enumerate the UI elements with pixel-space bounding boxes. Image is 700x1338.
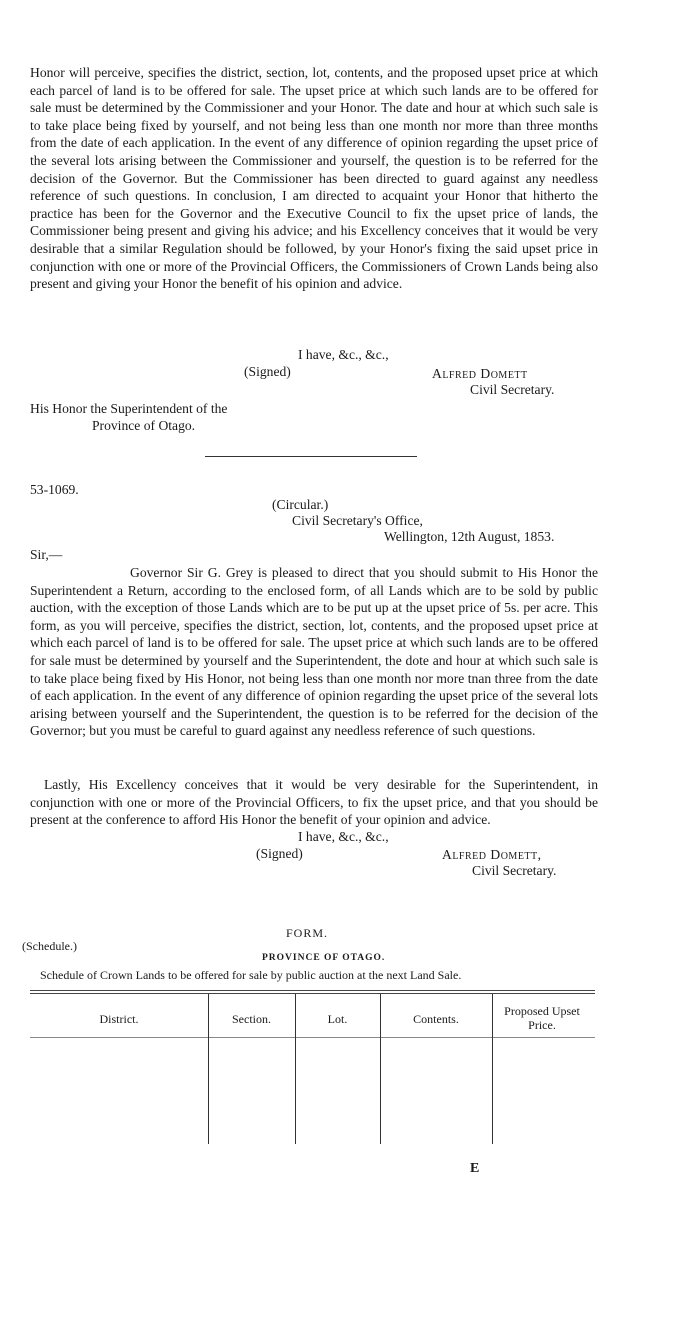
- letter1-title: Civil Secretary.: [470, 382, 555, 397]
- signature-mark: E: [470, 1161, 480, 1176]
- table-top-rule-2: [30, 993, 595, 994]
- form-province: PROVINCE OF OTAGO.: [262, 953, 386, 963]
- letter1-addressee-line1: His Honor the Superintendent of the: [30, 401, 228, 416]
- letter2-salutation: Sir,—: [30, 547, 63, 562]
- letter2-office: Civil Secretary's Office,: [292, 513, 423, 528]
- letter1-closing: I have, &c., &c.,: [298, 347, 389, 362]
- letter1-signer: Alfred Domett: [432, 366, 528, 381]
- schedule-table: [30, 990, 595, 1145]
- table-header-rule: [30, 1037, 595, 1038]
- letter2-ref: 53-1069.: [30, 482, 79, 497]
- table-col-divider: [492, 994, 493, 1144]
- column-header-district: District.: [99, 1012, 139, 1026]
- section-divider: [205, 456, 417, 457]
- letter1-signed: (Signed): [244, 364, 291, 379]
- letter2-title: Civil Secretary.: [472, 863, 557, 878]
- letter2-circular: (Circular.): [272, 497, 329, 512]
- letter2-para1: Governor Sir G. Grey is pleased to direct that you should submit to His Honor the Superintendent a Return, according to the enclosed form, of all Lands which are to be sold by public auction, with the exception of those Lands which are to be put up at the upset price of 5s. per acre. This form, as you will perceive, specifies the district, section, lot, contents, and the proposed upset price at which each parcel of land is to be offered for sale. The upset price at which such lands are to be offered for sale must be determined by yourself and the Superintendent, the dote and hour at which such sale is to take place being fixed by His Honor, not being less than one month nor more tnan three from the date of each application. In the event of any difference of opinion regarding the upset price of the several lots arising between yourself and the Superintendent, the question is to be referred for the decision of the Governor; but you must be careful to guard against any needless reference of such questions.: [30, 565, 598, 739]
- form-caption: Schedule of Crown Lands to be offered for sale by public auction at the next Land Sale.: [40, 968, 462, 982]
- letter2-closing: I have, &c., &c.,: [298, 829, 389, 844]
- letter2-place-date: Wellington, 12th August, 1853.: [384, 529, 555, 544]
- letter1-body: Honor will perceive, specifies the district, section, lot, contents, and the proposed upset price at which each parcel of land is to be offered for sale. The upset price at which such lands are to be offered for sale must be determined by the Commissioner and your Honor. The date and hour at which such sale is to take place being fixed by yourself, and not being less than one month nor more than three months from the date of each application. In the event of any difference of opinion regarding the upset price of the several lots arising between the Commissioner and yourself, the question is to be referred for the decision of the Governor. But the Commissioner has been directed to guard against any needless reference of such questions. In conclusion, I am directed to acquaint your Honor that hitherto the practice has been for the Governor and the Executive Council to fix the upset price of lands, the Commissioner being present and giving his advice; and his Excellency conceives that it would be very desirable that a similar Regulation should be followed, by your Honor's fixing the said upset price in conjunction with one or more of the Provincial Officers, the Commissioners of Crown Lands being also present and giving your Honor the benefit of his opinion and advice.: [30, 65, 598, 292]
- letter1-addressee-line2: Province of Otago.: [92, 418, 196, 433]
- letter2-signed: (Signed): [256, 846, 303, 861]
- column-header-lot: Lot.: [327, 1012, 348, 1026]
- form-schedule-tag: (Schedule.): [22, 939, 77, 953]
- column-header-section: Section.: [232, 1012, 271, 1026]
- column-header-proposed-upset-price: Proposed Upset Price.: [504, 1004, 580, 1032]
- letter2-para2: Lastly, His Excellency conceives that it would be very desirable for the Superintendent, in conjunction with one or more of the Provincial Officers, to fix the upset price, and that you should be present at the conference to afford His Honor the benefit of your opinion and advice.: [30, 777, 598, 828]
- letter2-signer: Alfred Domett,: [442, 847, 542, 862]
- table-top-rule: [30, 990, 595, 991]
- form-heading: FORM.: [286, 926, 329, 940]
- column-header-contents: Contents.: [413, 1012, 459, 1026]
